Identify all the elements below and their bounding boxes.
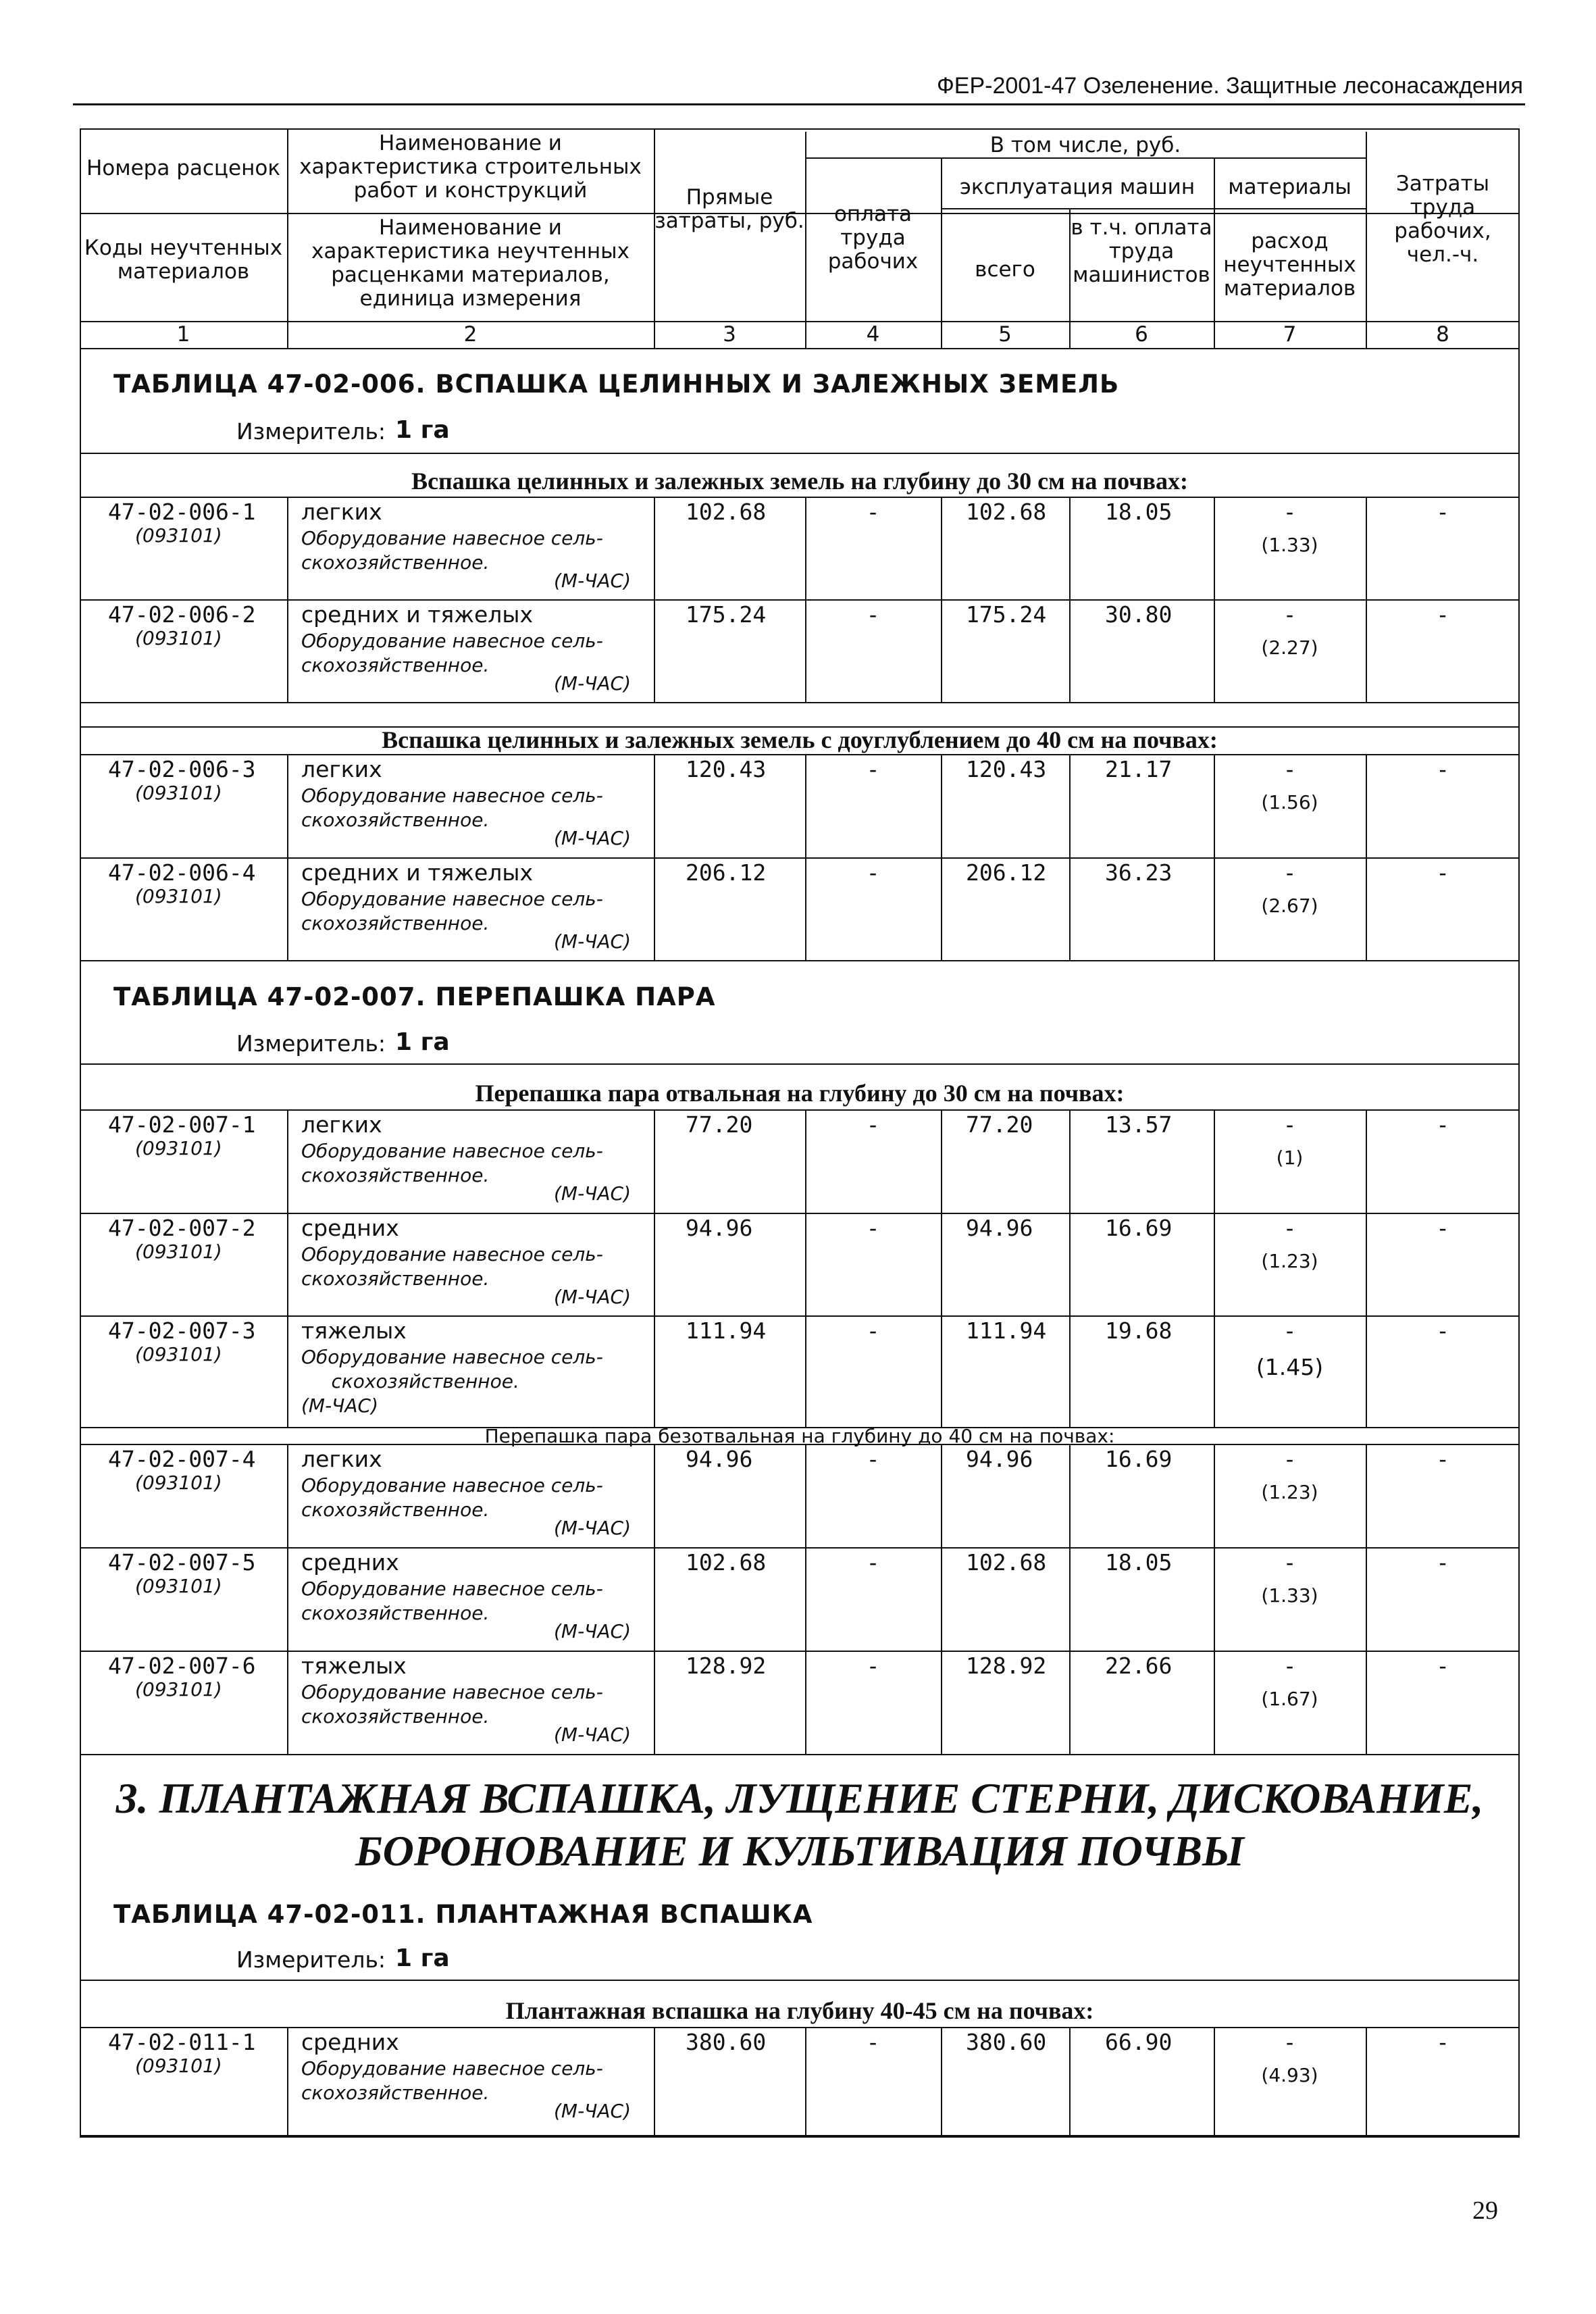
labor-hours-value: - [1436,1317,1449,1344]
work-name: средних и тяжелых [301,601,533,628]
column-line [654,128,655,348]
machinist-value: 19.68 [1105,1317,1173,1344]
column-number: 2 [463,322,478,347]
work-name: легких [301,1446,382,1472]
section-title-line2: БОРОНОВАНИЕ И КУЛЬТИВАЦИЯ ПОЧВЫ [355,1827,1245,1875]
labor-cost-value: - [866,1215,880,1241]
row-rule [80,2136,1520,2138]
machine-name: Оборудование навесное сель- скохозяйственное. [301,888,603,934]
machines-total-value: 102.68 [966,499,1047,525]
row-rule [80,599,1520,601]
work-name: легких [301,499,382,525]
table-title: ТАБЛИЦА 47-02-007. ПЕРЕПАШКА ПАРА [113,982,716,1011]
rate-code: 47-02-007-6 [108,1653,256,1679]
material-code: (093101) [135,627,222,649]
materials-value: - [1283,1446,1297,1472]
row-column-line [1069,857,1071,960]
row-column-line [654,1213,655,1315]
header-rule [73,103,1525,105]
machines-total-value: 111.94 [966,1317,1047,1344]
direct-cost-value: 206.12 [686,859,767,886]
measure-rule [80,1980,1520,1981]
row-rule [80,857,1520,859]
col4-header: оплата труда рабочих [827,202,919,274]
rate-code: 47-02-006-1 [108,499,256,525]
machine-name: Оборудование навесное сель- скохозяйственное. [301,1578,603,1624]
machines-header: эксплуатация машин [959,175,1195,199]
material-code: (093101) [135,782,222,804]
row-column-line [941,1547,942,1651]
column-number: 4 [866,322,880,347]
machinist-value: 22.66 [1105,1653,1173,1679]
unit-label: (М-ЧАС) [554,2100,632,2122]
material-use-value: (1.33) [1261,534,1318,556]
column-number: 6 [1135,322,1148,347]
row-column-line [287,2027,288,2136]
measure-label: Измеритель: [236,418,386,445]
row-rule [80,1547,1520,1549]
machinist-value: 30.80 [1105,601,1173,628]
row-column-line [654,857,655,960]
row-column-line [1069,1444,1071,1547]
row-column-line [941,1213,942,1315]
machine-name: Оборудование навесное сель- скохозяйственное. [301,1681,603,1728]
group-subtitle: Перепашка пара безотвальная на глубину до 40 см на почвах: [484,1425,1115,1447]
col3-header: Прямые затраты, руб. [654,185,804,234]
row-rule [80,1213,1520,1214]
labor-hours-value: - [1436,1111,1449,1138]
work-name: средних [301,1215,399,1241]
group-subtitle: Плантажная вспашка на глубину 40-45 см на почвах: [505,1997,1094,2024]
rate-code: 47-02-006-4 [108,859,256,886]
row-column-line [941,1444,942,1547]
machines-total-value: 94.96 [966,1215,1033,1241]
measure-label: Измеритель: [236,1946,386,1973]
row-column-line [654,2027,655,2136]
running-header: ФЕР-2001-47 Озеленение. Защитные лесонасаждения [936,73,1523,99]
materials-value: - [1283,1653,1297,1679]
row-column-line [287,1109,288,1213]
group-header: В том числе, руб. [989,133,1181,157]
measure-rule [80,453,1520,454]
row-rule [80,702,1520,703]
subtitle-rule [80,1444,1520,1445]
direct-cost-value: 120.43 [686,756,767,782]
materials-value: - [1283,859,1297,886]
labor-cost-value: - [866,1317,880,1344]
group-subtitle: Вспашка целинных и залежных земель с доуглублением до 40 см на почвах: [382,726,1218,753]
direct-cost-value: 77.20 [686,1111,753,1138]
column-number: 5 [998,322,1012,347]
materials-value: - [1283,601,1297,628]
unit-label: (М-ЧАС) [554,570,632,592]
material-code: (093101) [135,1472,222,1494]
row-column-line [941,2027,942,2136]
machinist-value: 18.05 [1105,1549,1173,1576]
row-column-line [654,1444,655,1547]
direct-cost-value: 102.68 [686,1549,767,1576]
row-column-line [941,497,942,599]
column-number: 7 [1283,322,1297,347]
material-use-value: (1.67) [1261,1688,1318,1710]
row-column-line [941,857,942,960]
material-use-value: (1.23) [1261,1481,1318,1503]
work-name: средних [301,1549,399,1576]
materials-value: - [1283,1549,1297,1576]
labor-hours-value: - [1436,601,1449,628]
material-use-value: (4.93) [1261,2064,1318,2086]
header-bottom-rule [80,321,1520,322]
row-column-line [287,1315,288,1427]
work-name: средних и тяжелых [301,859,533,886]
material-use-value: (1.56) [1261,791,1318,813]
labor-cost-value: - [866,1549,880,1576]
rate-code: 47-02-006-3 [108,756,256,782]
material-code: (093101) [135,1343,222,1365]
machinist-value: 21.17 [1105,756,1173,782]
labor-cost-value: - [866,1446,880,1472]
material-code: (093101) [135,1137,222,1159]
machines-divider [941,208,1366,209]
material-code: (093101) [135,2055,222,2077]
material-code: (093101) [135,1678,222,1701]
direct-cost-value: 380.60 [686,2029,767,2055]
col8-header: Затраты труда рабочих, чел.-ч. [1394,172,1491,268]
materials-value: - [1283,756,1297,782]
row-column-line [1069,2027,1071,2136]
measure-value: 1 га [395,416,450,444]
labor-cost-value: - [866,1111,880,1138]
direct-cost-value: 94.96 [686,1446,753,1472]
unit-label: (М-ЧАС) [554,1620,632,1642]
row-column-line [287,599,288,702]
materials-value: - [1283,1317,1297,1344]
labor-hours-value: - [1436,1653,1449,1679]
material-use-value: (1.23) [1261,1250,1318,1272]
direct-cost-value: 175.24 [686,601,767,628]
direct-cost-value: 94.96 [686,1215,753,1241]
work-name: легких [301,756,382,782]
row-column-line [654,599,655,702]
row-column-line [287,857,288,960]
col7-header: расход неучтенных материалов [1223,229,1356,301]
machine-name: Оборудование навесное сель- скохозяйственное. [301,630,603,676]
group-subtitle: Перепашка пара отвальная на глубину до 30 см на почвах: [475,1080,1125,1107]
group-divider [805,157,1366,159]
unit-label: (М-ЧАС) [554,1517,632,1539]
section-title-line1: 3. ПЛАНТАЖНАЯ ВСПАШКА, ЛУЩЕНИЕ СТЕРНИ, ДИСКОВАНИЕ, [115,1774,1484,1822]
materials-value: - [1283,2029,1297,2055]
group-subtitle: Вспашка целинных и залежных земель на глубину до 30 см на почвах: [411,468,1188,495]
row-column-line [654,754,655,857]
material-code: (093101) [135,524,222,547]
machinist-value: 16.69 [1105,1215,1173,1241]
labor-hours-value: - [1436,1215,1449,1241]
subtitle-rule [80,2027,1520,2028]
labor-cost-value: - [866,2029,880,2055]
machines-total-value: 128.92 [966,1653,1047,1679]
unit-label: (М-ЧАС) [554,1724,632,1746]
col6-header: в т.ч. оплата труда машинистов [1071,216,1212,288]
row-column-line [287,1547,288,1651]
material-code: (093101) [135,885,222,907]
row-column-line [941,1315,942,1427]
row-column-line [287,1213,288,1315]
row-column-line [287,1444,288,1547]
direct-cost-value: 102.68 [686,499,767,525]
material-use-value: (1.45) [1256,1354,1324,1380]
unit-label: (М-ЧАС) [554,930,632,953]
column-number: 8 [1436,322,1449,347]
table-title: ТАБЛИЦА 47-02-006. ВСПАШКА ЦЕЛИННЫХ И ЗАЛЕЖНЫХ ЗЕМЕЛЬ [113,370,1120,399]
measure-value: 1 га [395,1028,450,1056]
materials-value: - [1283,1215,1297,1241]
col5-header: всего [975,257,1035,282]
machinist-value: 36.23 [1105,859,1173,886]
section-separator [80,1754,1520,1755]
work-name: тяжелых [301,1317,407,1344]
machinist-value: 16.69 [1105,1446,1173,1472]
machine-name: Оборудование навесное сель- скохозяйственное. [301,1243,603,1290]
subtitle-rule [80,754,1520,755]
labor-hours-value: - [1436,1549,1449,1576]
measure-value: 1 га [395,1944,450,1972]
row-column-line [287,754,288,857]
direct-cost-value: 111.94 [686,1317,767,1344]
measure-label: Измеритель: [236,1030,386,1057]
material-use-value: (2.67) [1261,895,1318,917]
row-column-line [1069,599,1071,702]
material-use-value: (2.27) [1261,636,1318,659]
unit-label: (М-ЧАС) [554,672,632,695]
col1-header-top: Номера расценок [86,156,281,180]
row-column-line [287,497,288,599]
machines-total-value: 77.20 [966,1111,1033,1138]
row-column-line [1069,754,1071,857]
unit-label: (М-ЧАС) [554,1182,632,1205]
materials-value: - [1283,499,1297,525]
row-column-line [654,1109,655,1213]
measure-rule [80,1063,1520,1065]
rate-code: 47-02-006-2 [108,601,256,628]
row-column-line [1069,1109,1071,1213]
labor-hours-value: - [1436,756,1449,782]
row-column-line [1069,1547,1071,1651]
column-number-rule [80,348,1520,349]
page-number: 29 [1472,2196,1498,2225]
materials-header: материалы [1228,175,1352,199]
rate-code: 47-02-007-4 [108,1446,256,1472]
rate-code: 47-02-011-1 [108,2029,256,2055]
machines-total-value: 120.43 [966,756,1047,782]
table-title: ТАБЛИЦА 47-02-011. ПЛАНТАЖНАЯ ВСПАШКА [113,1900,813,1929]
work-name: средних [301,2029,399,2055]
col2-header-top: Наименование и характеристика строительных работ и конструкций [299,131,642,203]
column-number: 3 [723,322,736,347]
row-rule [80,1315,1520,1317]
table-separator [80,960,1520,961]
labor-hours-value: - [1436,859,1449,886]
rate-code: 47-02-007-2 [108,1215,256,1241]
machines-total-value: 206.12 [966,859,1047,886]
material-code: (093101) [135,1575,222,1597]
subtitle-rule [80,497,1520,498]
rate-code: 47-02-007-5 [108,1549,256,1576]
rate-code: 47-02-007-3 [108,1317,256,1344]
machinist-value: 13.57 [1105,1111,1173,1138]
row-column-line [287,1651,288,1754]
machines-total-value: 94.96 [966,1446,1033,1472]
row-column-line [654,1547,655,1651]
row-column-line [1069,497,1071,599]
machines-total-value: 102.68 [966,1549,1047,1576]
materials-value: - [1283,1111,1297,1138]
row-column-line [941,754,942,857]
rate-code: 47-02-007-1 [108,1111,256,1138]
machine-name: Оборудование навесное сель- скохозяйственное. [301,527,603,574]
machine-name: Оборудование навесное сель- скохозяйственное. [301,1346,603,1392]
labor-hours-value: - [1436,2029,1449,2055]
work-name: легких [301,1111,382,1138]
row-column-line [1069,1315,1071,1427]
subtitle-rule [80,1109,1520,1111]
row-column-line [654,1651,655,1754]
direct-cost-value: 128.92 [686,1653,767,1679]
row-column-line [941,1109,942,1213]
row-rule [80,1651,1520,1652]
machinist-value: 18.05 [1105,499,1173,525]
machine-name: Оборудование навесное сель- скохозяйственное. [301,784,603,831]
row-column-line [1069,1651,1071,1754]
unit-label: (М-ЧАС) [301,1394,379,1417]
machine-name: Оборудование навесное сель- скохозяйственное. [301,2057,603,2104]
work-name: тяжелых [301,1653,407,1679]
row-column-line [941,599,942,702]
material-code: (093101) [135,1240,222,1263]
row-column-line [941,1651,942,1754]
machines-total-value: 175.24 [966,601,1047,628]
machine-name: Оборудование навесное сель- скохозяйственное. [301,1140,603,1186]
row-column-line [1069,1213,1071,1315]
labor-cost-value: - [866,859,880,886]
machinist-value: 66.90 [1105,2029,1173,2055]
col1-header-bottom: Коды неучтенных материалов [84,236,283,284]
unit-label: (М-ЧАС) [554,827,632,849]
col2-header-bottom: Наименование и характеристика неучтенных расценками материалов, единица измерения [311,216,629,311]
machine-name: Оборудование навесное сель- скохозяйственное. [301,1474,603,1521]
material-use-value: (1) [1276,1147,1304,1169]
unit-label: (М-ЧАС) [554,1286,632,1308]
labor-cost-value: - [866,1653,880,1679]
labor-hours-value: - [1436,1446,1449,1472]
labor-cost-value: - [866,756,880,782]
row-column-line [654,497,655,599]
column-number: 1 [176,322,190,347]
row-column-line [654,1315,655,1427]
labor-cost-value: - [866,601,880,628]
labor-hours-value: - [1436,499,1449,525]
material-use-value: (1.33) [1261,1584,1318,1607]
labor-cost-value: - [866,499,880,525]
machines-total-value: 380.60 [966,2029,1047,2055]
